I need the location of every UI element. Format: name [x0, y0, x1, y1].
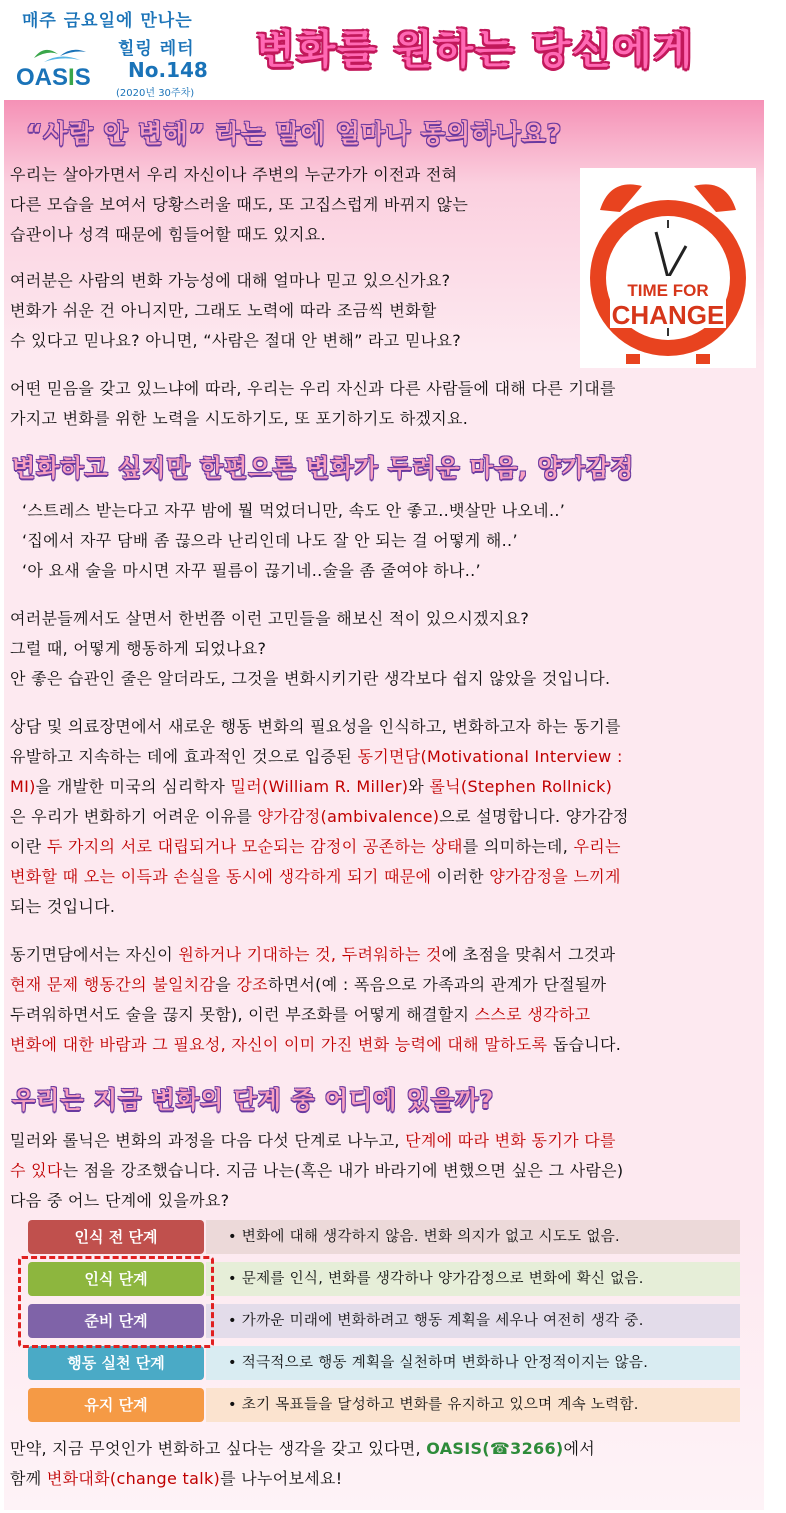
text-line — [10, 802, 755, 832]
highlight-text: 변화할 때 오는 이득과 손실을 동시에 생각하게 되기 때문에 — [10, 867, 432, 886]
text-line — [10, 970, 755, 1000]
stage-label: 준비 단계 — [28, 1304, 204, 1338]
text-span: 이러한 — [431, 867, 490, 886]
section2-heading: 변화하고 싶지만 한편으론 변화가 두려운 마음, 양가감정 — [12, 454, 635, 482]
section3-intro — [10, 1126, 755, 1216]
text-line — [10, 1464, 755, 1494]
text-line — [10, 1156, 755, 1186]
text-line — [10, 940, 755, 970]
section2-para1 — [10, 604, 755, 694]
text-line: 변화가 쉬운 건 아니지만, 그래도 노력에 따라 조금씩 변화할 — [10, 301, 437, 320]
highlight-mi: MI) — [10, 777, 36, 796]
text-span: 에 초점을 맞춰서 그것과 — [441, 945, 616, 964]
text-span: 에서 — [563, 1439, 596, 1458]
highlight-text: 현재 문제 행동간의 불일치감 — [10, 975, 216, 994]
section1-heading: “사람 안 변해” 라는 말에 얼마나 동의하나요? — [26, 119, 563, 148]
closing — [10, 1434, 755, 1494]
section1-para1 — [10, 160, 755, 250]
clock-text-1: TIME FOR — [627, 281, 709, 300]
header-tagline: 매주 금요일에 만나는 — [22, 11, 193, 31]
text-line — [10, 832, 755, 862]
highlight-definition: 두 가지의 서로 대립되거나 모순되는 감정이 공존하는 상태 — [46, 837, 463, 856]
oasis-contact: OASIS(☎3266) — [426, 1439, 564, 1458]
text-line: 되는 것입니다. — [10, 897, 116, 916]
text-line — [10, 1030, 755, 1060]
quotes — [22, 496, 767, 586]
logo-letter: I — [68, 64, 75, 91]
issue-year: (2020년 30주차) — [116, 88, 195, 99]
logo-text: OASIS — [16, 64, 91, 91]
stage-label: 인식 단계 — [28, 1262, 204, 1296]
text-line: 다른 모습을 보여서 당황스러울 때도, 또 고집스럽게 바뀌지 않는 — [10, 195, 469, 214]
text-span: 이란 — [10, 837, 47, 856]
issue-number: No.148 — [128, 58, 208, 82]
header-subtitle: 힐링 레터 — [118, 39, 195, 59]
highlight-text: 강조 — [236, 975, 268, 994]
clock-text-2: CHANGE — [611, 300, 725, 330]
text-line: 그럴 때, 어떻게 행동하게 되었나요? — [10, 639, 267, 658]
text-span: 은 우리가 변화하기 어려운 이유를 — [10, 807, 258, 826]
stage-row — [28, 1346, 740, 1382]
section1-para2 — [10, 266, 755, 356]
text-line — [10, 1000, 755, 1030]
text-span: 하면서(예 : 폭음으로 가족과의 관계가 단절될까 — [267, 975, 607, 994]
highlight-text: 단계에 따라 변화 동기가 다를 — [405, 1131, 616, 1150]
quote-line: ‘스트레스 받는다고 자꾸 밤에 뭘 먹었더니만, 속도 안 좋고..뱃살만 나오네..’ — [22, 501, 566, 520]
text-span: 함께 — [10, 1469, 47, 1488]
highlight-text: 변화에 대한 바람과 그 필요성, 자신이 이미 가진 변화 능력에 대해 말하도록 — [10, 1035, 548, 1054]
section3-heading: 우리는 지금 변화의 단계 중 어디에 있을까? — [12, 1086, 495, 1114]
text-span: 를 나누어보세요! — [220, 1469, 343, 1488]
highlight-dashed-box — [18, 1256, 214, 1348]
text-span: 를 의미하는데, — [462, 837, 574, 856]
highlight-miller: 밀러(William R. Miller) — [230, 777, 409, 796]
header — [0, 0, 786, 100]
page-title: 변화를 원하는 당신에게 — [256, 27, 695, 73]
oasis-logo — [16, 42, 116, 94]
section2-para3 — [10, 940, 755, 1060]
highlight-text: 스스로 생각하고 — [474, 1005, 591, 1024]
text-span: 을 개발한 미국의 심리학자 — [35, 777, 231, 796]
text-span: 만약, 지금 무엇인가 변화하고 싶다는 생각을 갖고 있다면, — [10, 1439, 427, 1458]
text-line: 수 있다고 믿나요? 아니면, “사람은 절대 안 변해” 라고 믿나요? — [10, 331, 462, 350]
stage-label: 유지 단계 — [28, 1388, 204, 1422]
highlight-text: 원하거나 기대하는 것, 두려워하는 것 — [178, 945, 442, 964]
text-span: 두려워하면서도 술을 끊지 못함), 이런 부조화를 어떻게 해결할지 — [10, 1005, 475, 1024]
highlight-text: 우리는 — [573, 837, 621, 856]
text-line: 다음 중 어느 단계에 있을까요? — [10, 1191, 230, 1210]
text-line: 습관이나 성격 때문에 힘들어할 때도 있지요. — [10, 225, 326, 244]
text-line: 여러분들께서도 살면서 한번쯤 이런 고민들을 해보신 적이 있으시겠지요? — [10, 609, 530, 628]
text-line: 안 좋은 습관인 줄은 알더라도, 그것을 변화시키기란 생각보다 쉽지 않았을 것입니다. — [10, 669, 611, 688]
text-line: 여러분은 사람의 변화 가능성에 대해 얼마나 믿고 있으신가요? — [10, 271, 451, 290]
highlight-mi: 동기면담(Motivational Interview : — [357, 747, 623, 766]
highlight-rollnick: 롤닉(Stephen Rollnick) — [429, 777, 613, 796]
text-line: 우리는 살아가면서 우리 자신이나 주변의 누군가가 이전과 전혀 — [10, 165, 458, 184]
wave-icon — [30, 42, 90, 66]
stage-label: 인식 전 단계 — [28, 1220, 204, 1254]
highlight-change-talk: 변화대화(change talk) — [46, 1469, 221, 1488]
quote-line: ‘아 요새 술을 마시면 자꾸 필름이 끊기네..술을 좀 줄여야 하나..’ — [22, 561, 481, 580]
text-span: 밀러와 롤닉은 변화의 과정을 다음 다섯 단계로 나누고, — [10, 1131, 406, 1150]
text-span: 으로 설명합니다. 양가감정 — [439, 807, 629, 826]
text-span: 와 — [408, 777, 430, 796]
text-span: 돕습니다. — [547, 1035, 622, 1054]
section2-para2 — [10, 712, 755, 922]
text-line — [10, 1434, 755, 1464]
stage-description: • 문제를 인식, 변화를 생각하나 양가감정으로 변화에 확신 없음. — [206, 1262, 740, 1296]
text-line — [10, 742, 755, 772]
section1-para3 — [10, 374, 755, 434]
stage-description: • 적극적으로 행동 계획을 실천하며 변화하나 안정적이지는 않음. — [206, 1346, 740, 1380]
stage-row — [28, 1388, 740, 1424]
text-span: 유발하고 지속하는 데에 효과적인 것으로 입증된 — [10, 747, 358, 766]
highlight-ambivalence: 양가감정(ambivalence) — [257, 807, 440, 826]
text-line — [10, 1126, 755, 1156]
stage-description: • 초기 목표들을 달성하고 변화를 유지하고 있으며 계속 노력함. — [206, 1388, 740, 1422]
text-line — [10, 772, 755, 802]
stage-row — [28, 1220, 740, 1256]
text-line: 상담 및 의료장면에서 새로운 행동 변화의 필요성을 인식하고, 변화하고자 하는 동기를 — [10, 717, 621, 736]
highlight-text: 수 있다 — [10, 1161, 63, 1180]
text-span: 는 점을 강조했습니다. 지금 나는(혹은 내가 바라기에 변했으면 싶은 그 사람은) — [62, 1161, 624, 1180]
text-span: 을 — [215, 975, 237, 994]
text-span: 동기면담에서는 자신이 — [10, 945, 179, 964]
stage-description: • 가까운 미래에 변화하려고 행동 계획을 세우나 여전히 생각 중. — [206, 1304, 740, 1338]
text-line: 어떤 믿음을 갖고 있느냐에 따라, 우리는 우리 자신과 다른 사람들에 대해 다른 기대를 — [10, 379, 616, 398]
highlight-text: 양가감정을 느끼게 — [489, 867, 621, 886]
quote-line: ‘집에서 자꾸 담배 좀 끊으라 난리인데 나도 잘 안 되는 걸 어떻게 해..’ — [22, 531, 518, 550]
stage-label: 행동 실천 단계 — [28, 1346, 204, 1380]
text-line — [10, 862, 755, 892]
text-line: 가지고 변화를 위한 노력을 시도하기도, 또 포기하기도 하겠지요. — [10, 409, 469, 428]
stage-description: • 변화에 대해 생각하지 않음. 변화 의지가 없고 시도도 없음. — [206, 1220, 740, 1254]
